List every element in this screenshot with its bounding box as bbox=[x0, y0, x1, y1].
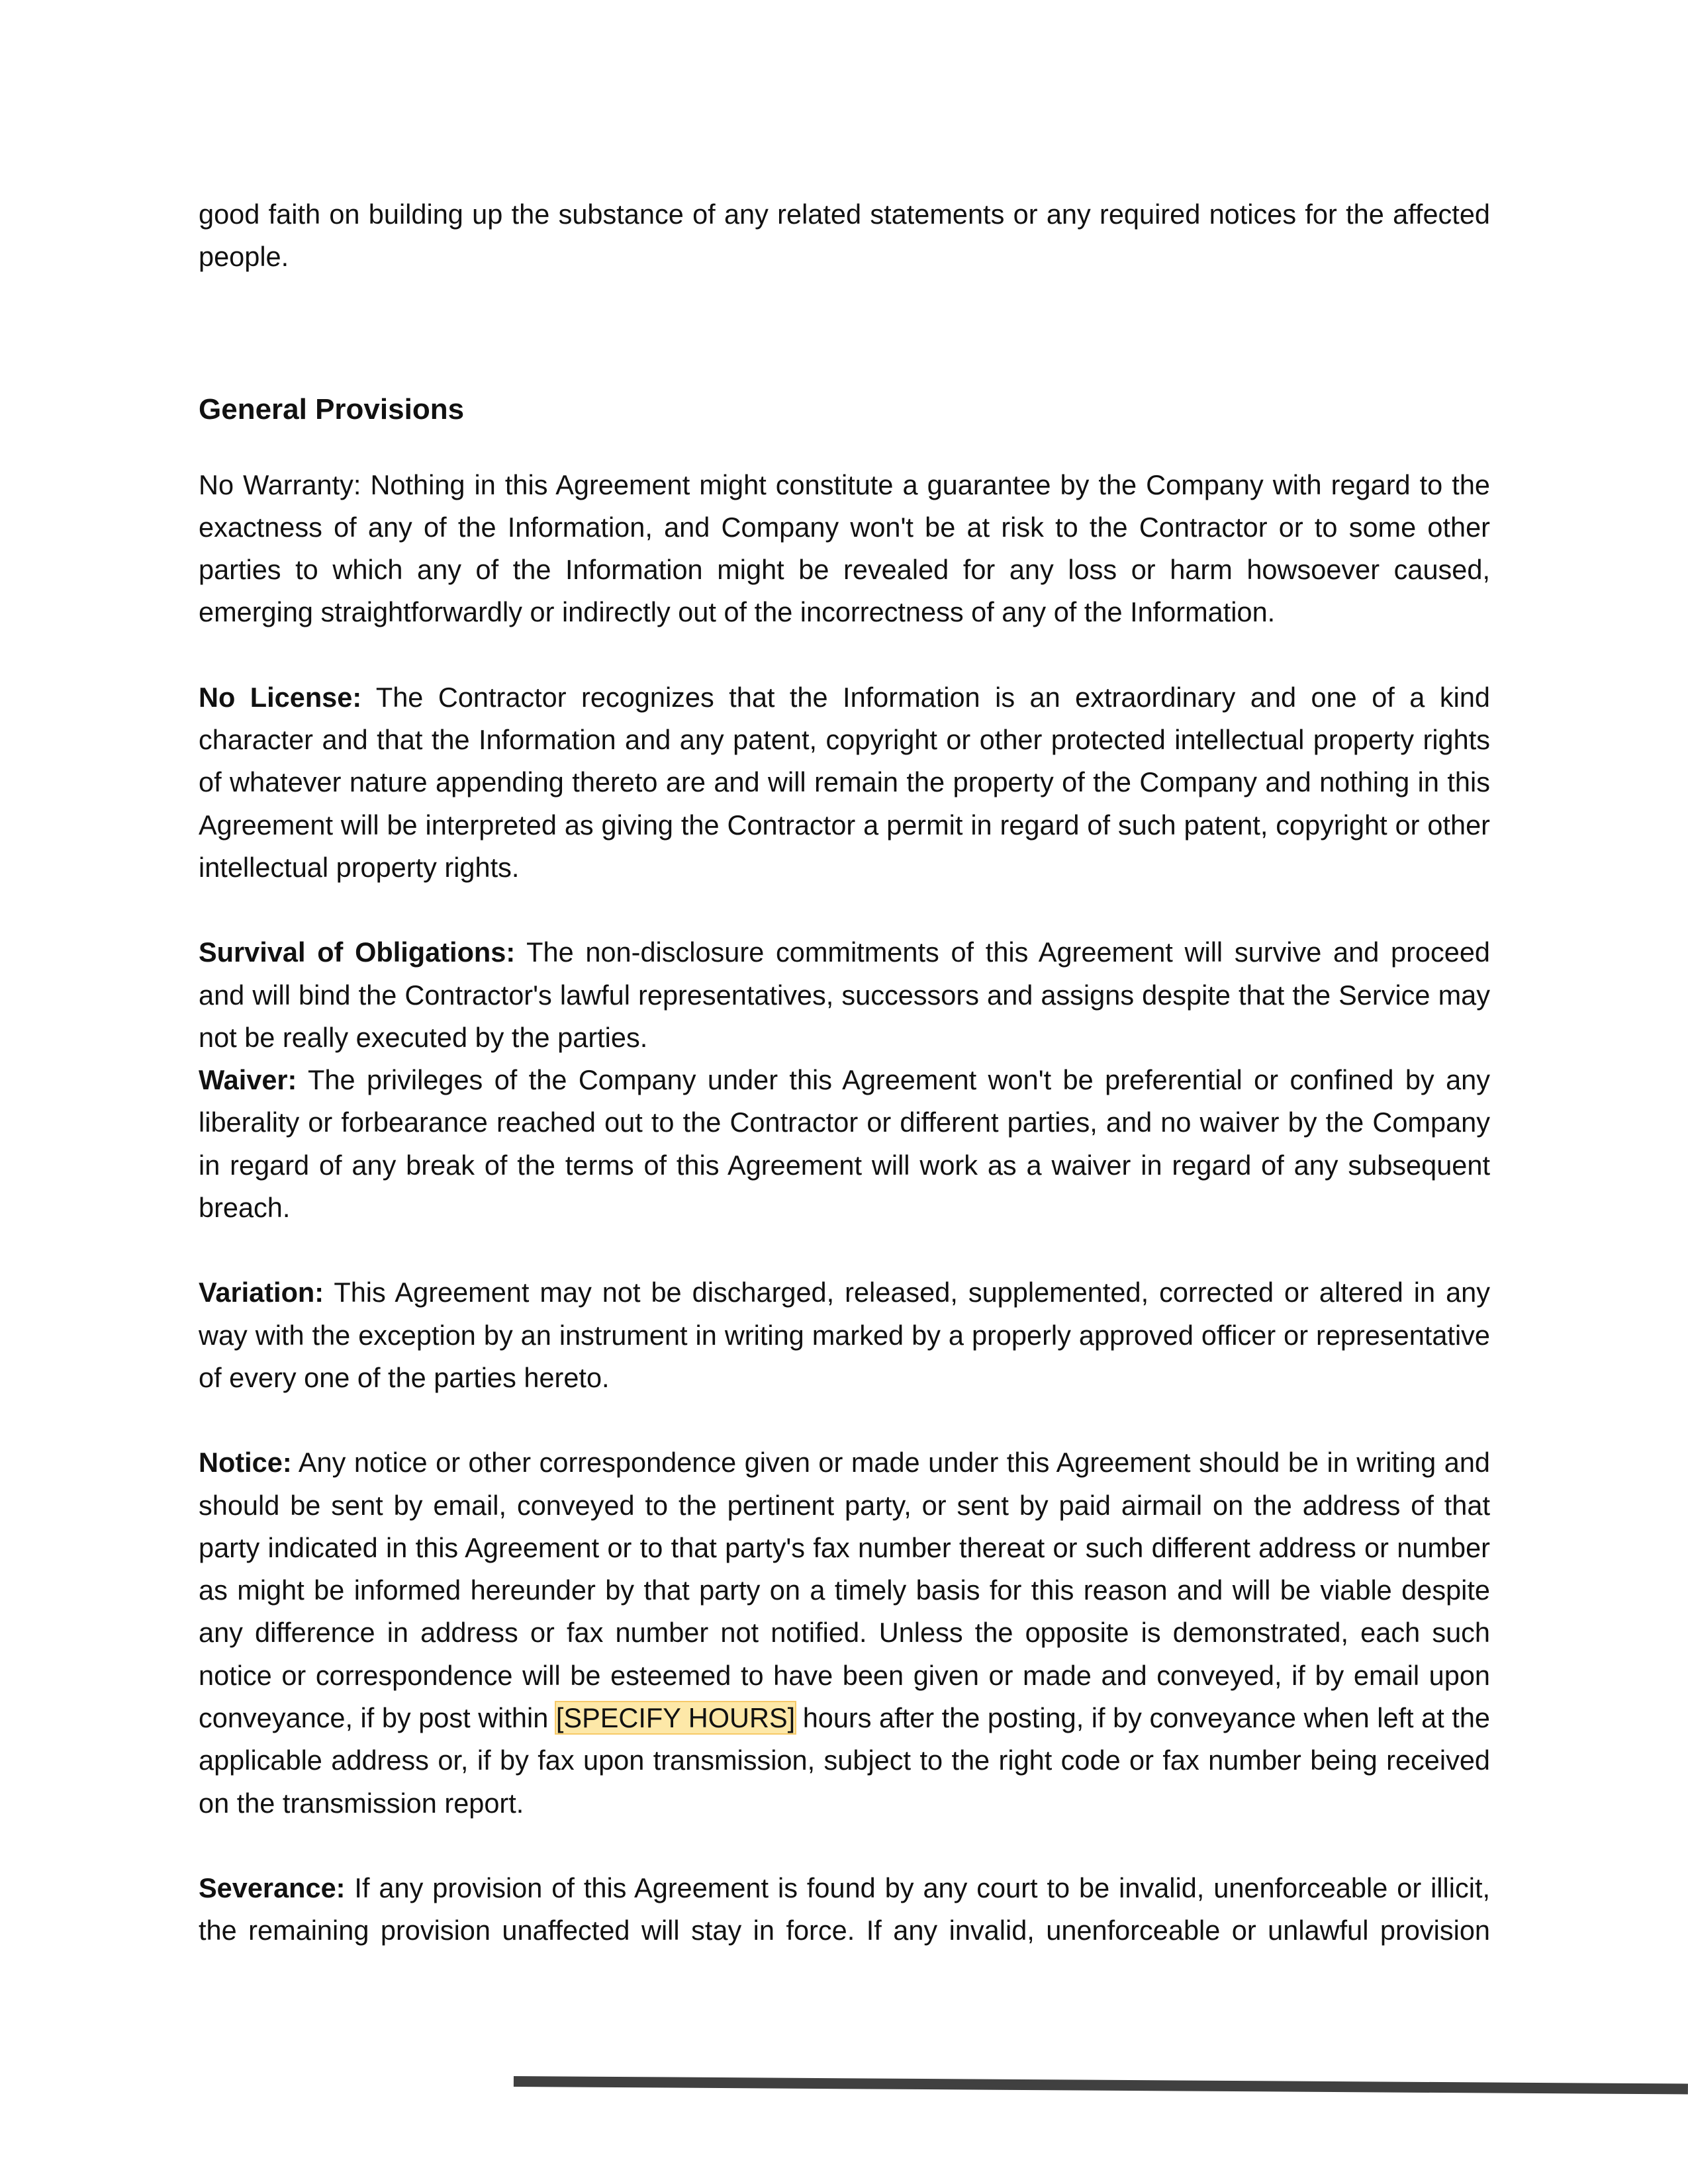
variation-text: This Agreement may not be discharged, released, supplemented, corrected or altered in any way with the exception by an instrument in writing marked by a properly approved officer or representative of every one of the parties hereto. bbox=[199, 1277, 1490, 1393]
no-license-label: No License: bbox=[199, 681, 362, 713]
notice-label: Notice: bbox=[199, 1447, 292, 1479]
footer-rule-divider bbox=[514, 2076, 1688, 2094]
specify-hours-placeholder[interactable]: [SPECIFY HOURS] bbox=[555, 1702, 796, 1734]
waiver-label: Waiver: bbox=[199, 1064, 297, 1096]
variation-paragraph bbox=[199, 1271, 1490, 1399]
no-warranty-paragraph: No Warranty: Nothing in this Agreement might constitute a guarantee by the Company with regard to the exactness of any of the Information, and Company won't be at risk to the Contractor or to some other parties to which any of the Information might be revealed for any loss or harm howsoever caused, emerging straightforwardly or indirectly out of the incorrectness of any of the Information. bbox=[199, 469, 1490, 628]
no-license-paragraph bbox=[199, 676, 1490, 889]
notice-text-before: Any notice or other correspondence given or made under this Agreement should be in writing and should be sent by email, conveyed to the pertinent party, or sent by paid airmail on the address of that party indicated in this Agreement or to that party's fax number thereat or such different address or number as might be informed hereunder by that party on a timely basis for this reason and will be viable despite any difference in address or fax number not notified. Unless the opposite is demonstrated, each such notice or correspondence will be esteemed to have been given or made and conveyed, if by email upon conveyance, if by post within bbox=[199, 1447, 1490, 1734]
waiver-text: The privileges of the Company under this Agreement won't be preferential or confined by any liberality or forbearance reached out to the Contractor or different parties, and no waiver by the Company in regard of any break of the terms of this Agreement will work as a waiver in regard of any subsequent breach. bbox=[199, 1064, 1490, 1224]
variation-label: Variation: bbox=[199, 1277, 324, 1308]
notice-paragraph bbox=[199, 1441, 1490, 1825]
survival-label: Survival of Obligations: bbox=[199, 936, 516, 968]
survival-text: The non-disclosure commitments of this Agreement will survive and proceed and will bind the Contractor's lawful representatives, successors and assigns despite that the Service may not be really executed by the parties. bbox=[199, 936, 1490, 1053]
no-license-text: The Contractor recognizes that the Information is an extraordinary and one of a kind character and that the Information and any patent, copyright or other protected intellectual property rights of whatever nature appending thereto are and will remain the property of the Company and nothing in this Agreement will be interpreted as giving the Contractor a permit in regard of such patent, copyright or other intellectual property rights. bbox=[199, 681, 1490, 883]
survival-paragraph bbox=[199, 931, 1490, 1059]
intro-paragraph: good faith on building up the substance of any related statements or any required notices for the affected people. bbox=[199, 199, 1490, 273]
severance-paragraph bbox=[199, 1867, 1490, 1952]
severance-text: If any provision of this Agreement is found by any court to be invalid, unenforceable or illicit, the remaining provision unaffected will stay in force. If any invalid, unenforceable or unlawful provision bbox=[199, 1872, 1490, 1946]
section-title: General Provisions bbox=[199, 392, 465, 426]
waiver-paragraph bbox=[199, 1059, 1490, 1229]
document-body bbox=[199, 193, 1490, 1952]
severance-label: Severance: bbox=[199, 1872, 346, 1903]
notice-text-after: hours after the posting, if by conveyance when left at the applicable address or, if by fax upon transmission, subject to the right code or fax number being received on the transmission report. bbox=[199, 1702, 1490, 1819]
